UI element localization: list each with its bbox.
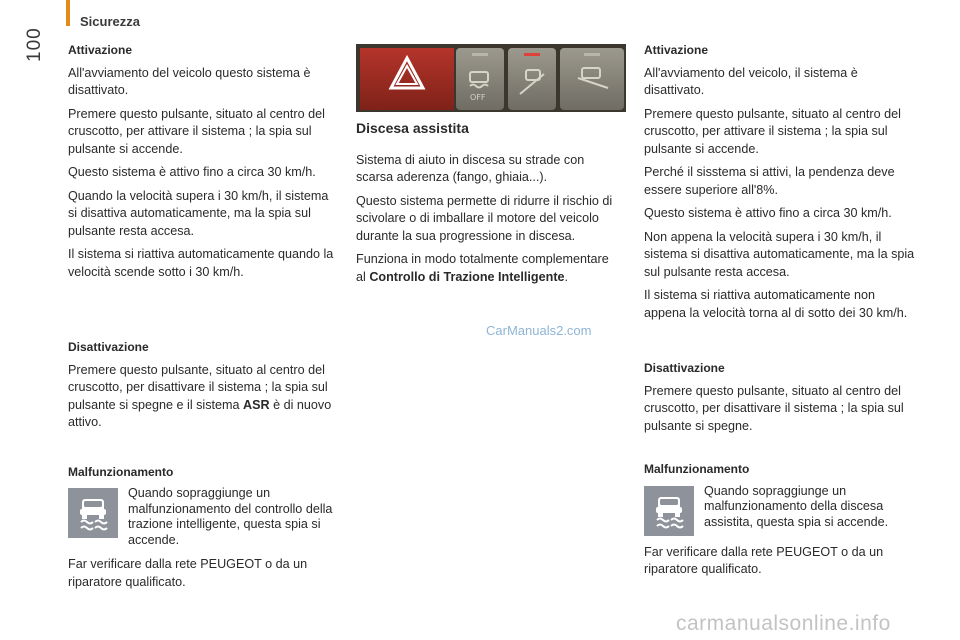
paragraph: All'avviamento del veicolo questo sistema è disattivato. [68, 65, 311, 97]
paragraph: Perché il sisstema si attivi, la pendenza deve essere superiore all'8%. [644, 165, 895, 197]
traction-warning-icon [68, 488, 118, 538]
paragraph: Questo sistema è attivo fino a circa 30 km/h. [68, 165, 316, 179]
paragraph: Il sistema si riattiva automaticamente quando la velocità scende sotto i 30 km/h. [68, 247, 334, 279]
right-column [644, 42, 919, 585]
malfunction-block [68, 486, 340, 548]
watermark-bottom: carmanualsonline.info [676, 612, 891, 635]
deactivation-heading: Disattivazione [68, 340, 149, 354]
hill-descent-warning-icon [644, 486, 694, 536]
deactivation-text-end: è di nuovo attivo. [68, 397, 332, 429]
middle-column [356, 120, 618, 292]
traction-control-label: Controllo di Trazione Intelligente [369, 269, 565, 284]
complement-paragraph [356, 251, 618, 286]
paragraph: Questo sistema è attivo fino a circa 30 km/h. [644, 206, 892, 220]
watermark-center: CarManuals2.com [486, 323, 592, 338]
asr-label: ASR [243, 397, 270, 412]
dashboard-buttons-image [356, 44, 626, 112]
deactivation-paragraph [68, 362, 340, 432]
paragraph: Premere questo pulsante, situato al centro del cruscotto, per attivare il sistema ; la spia sul pulsante si accende. [68, 106, 325, 156]
malfunction-followup: Far verificare dalla rete PEUGEOT o da un riparatore qualificato. [644, 544, 884, 576]
malfunction-followup: Far verificare dalla rete PEUGEOT o da un riparatore qualificato. [68, 557, 308, 589]
section-accent-bar [66, 0, 70, 26]
deactivation-heading: Disattivazione [644, 361, 725, 375]
malfunction-text: Quando sopraggiunge un malfunzionamento della discesa assistita, questa spia si accende. [704, 483, 889, 529]
malfunction-heading: Malfunzionamento [644, 462, 750, 476]
malfunction-text: Quando sopraggiunge un malfunzionamento del controllo della trazione intelligente, questa spia si accende. [128, 486, 333, 547]
deactivation-text: Premere questo pulsante, situato al centro del cruscotto, per disattivare il sistema ; la spia sul pulsante si spegne e il sistema [68, 362, 328, 412]
svg-text:OFF: OFF [470, 93, 486, 102]
complement-end: . [564, 269, 569, 284]
left-column [68, 42, 340, 597]
paragraph: All'avviamento del veicolo, il sistema è disattivato. [644, 65, 858, 97]
complement-text: Funziona in modo totalmente complementare al [356, 252, 609, 284]
paragraph: Sistema di aiuto in discesa su strade con scarsa aderenza (fango, ghiaia...). [356, 152, 585, 184]
page-number: 100 [24, 27, 45, 62]
paragraph: Non appena la velocità supera i 30 km/h, il sistema si disattiva automaticamente, ma la spia sul pulsante resta accesa. [644, 229, 915, 279]
paragraph: Premere questo pulsante, situato al centro del cruscotto, per attivare il sistema ; la spia sul pulsante si accende. [644, 106, 901, 156]
malfunction-block [644, 484, 919, 536]
paragraph: Questo sistema permette di ridurre il rischio di scivolare o di imballare il motore del veicolo durante la sua progressione in discesa. [356, 193, 613, 243]
section-heading: Discesa assistita [356, 120, 469, 136]
activation-heading: Attivazione [644, 43, 709, 57]
malfunction-heading: Malfunzionamento [68, 464, 174, 479]
activation-heading: Attivazione [68, 43, 133, 57]
deactivation-paragraph: Premere questo pulsante, situato al centro del cruscotto, per disattivare il sistema ; la spia sul pulsante si spegne. [644, 383, 904, 433]
paragraph: Il sistema si riattiva automaticamente non appena la velocità torna al di sotto dei 30 km/h. [644, 288, 908, 320]
paragraph: Quando la velocità supera i 30 km/h, il sistema si disattiva automaticamente, ma la spia sul pulsante resta accesa. [68, 188, 329, 238]
section-title: Sicurezza [80, 14, 140, 29]
